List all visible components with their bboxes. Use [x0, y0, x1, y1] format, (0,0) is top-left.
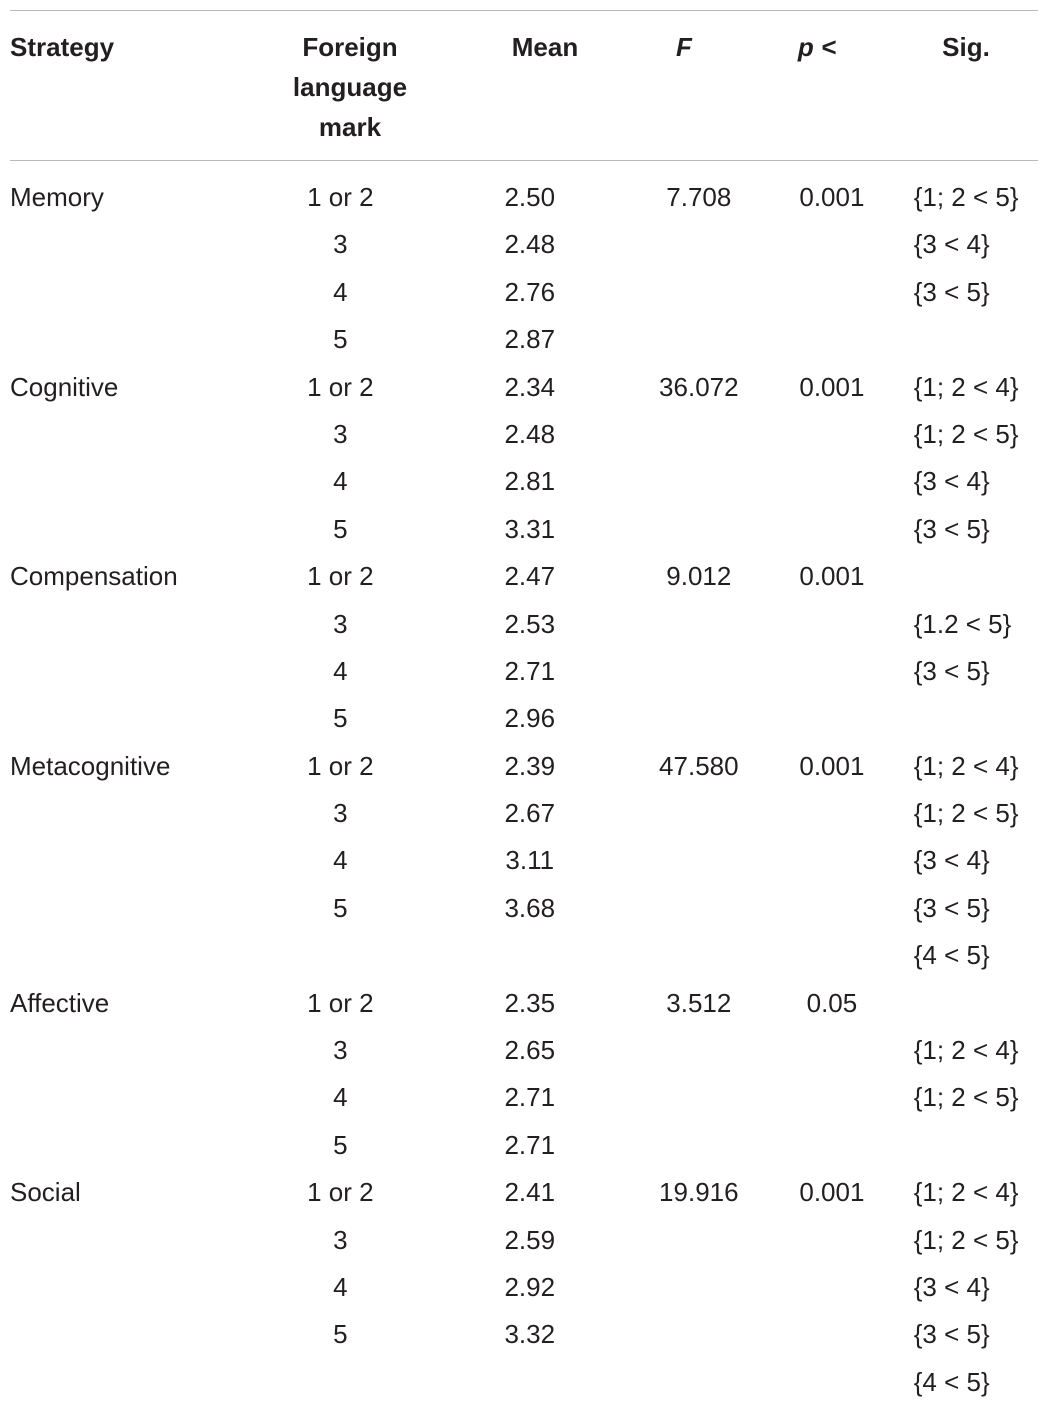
cell-p	[756, 1264, 908, 1311]
table-row	[10, 174, 1040, 221]
cell-sig	[908, 1122, 1040, 1169]
table-row	[10, 837, 1040, 884]
cell-strategy	[10, 1122, 263, 1169]
cell-strategy	[10, 1359, 263, 1406]
cell-mean: 3.68	[504, 892, 556, 923]
table-row	[10, 269, 1040, 316]
cell-f	[642, 885, 757, 932]
cell-mean	[418, 1359, 641, 1406]
cell-sig: {3 < 5}	[913, 276, 990, 307]
cell-strategy	[10, 601, 263, 648]
cell-foreign-language-mark: 4	[333, 655, 348, 686]
results-table	[10, 10, 1040, 1406]
cell-p	[756, 1027, 908, 1074]
cell-mean: 2.71	[504, 1082, 556, 1113]
cell-foreign-language-mark	[263, 1359, 418, 1406]
table-row	[10, 790, 1040, 837]
cell-p: 0.05	[806, 987, 858, 1018]
cell-foreign-language-mark: 1 or 2	[307, 987, 374, 1018]
cell-sig: {1.2 < 5}	[913, 608, 1012, 639]
cell-mean: 2.41	[504, 1177, 556, 1208]
cell-p	[756, 1217, 908, 1264]
cell-f	[642, 1217, 757, 1264]
cell-mean: 2.39	[504, 750, 556, 781]
cell-f	[642, 458, 757, 505]
cell-mean: 2.48	[504, 229, 556, 260]
cell-foreign-language-mark: 4	[333, 1082, 348, 1113]
cell-f: 9.012	[666, 561, 732, 592]
cell-foreign-language-mark: 5	[333, 1319, 348, 1350]
cell-mean: 2.76	[504, 276, 556, 307]
cell-f	[642, 837, 757, 884]
cell-f	[642, 1074, 757, 1121]
header-mean: Mean	[511, 32, 579, 62]
cell-f	[642, 269, 757, 316]
cell-foreign-language-mark: 3	[333, 798, 348, 829]
cell-f: 19.916	[659, 1177, 739, 1208]
cell-strategy: Social	[10, 1177, 81, 1208]
header-mark-line2: language	[292, 72, 408, 102]
header-strategy: Strategy	[10, 32, 115, 62]
cell-strategy: Metacognitive	[10, 750, 171, 781]
cell-sig: {1; 2 < 5}	[913, 798, 1019, 829]
cell-strategy	[10, 411, 263, 458]
cell-f	[642, 695, 757, 742]
table-row	[10, 648, 1040, 695]
cell-p	[756, 885, 908, 932]
table-row	[10, 316, 1040, 363]
cell-mean: 2.81	[504, 466, 556, 497]
cell-mean: 2.47	[504, 561, 556, 592]
cell-strategy: Affective	[10, 987, 110, 1018]
cell-strategy: Compensation	[10, 561, 178, 592]
cell-f	[642, 1264, 757, 1311]
cell-foreign-language-mark: 3	[333, 418, 348, 449]
cell-foreign-language-mark: 4	[333, 845, 348, 876]
cell-f	[642, 601, 757, 648]
cell-p	[756, 1311, 908, 1358]
table-header	[10, 11, 1040, 160]
cell-p	[756, 1122, 908, 1169]
cell-sig: {1; 2 < 4}	[913, 1177, 1019, 1208]
table-row	[10, 932, 1040, 979]
cell-p: 0.001	[799, 1177, 865, 1208]
cell-mean: 3.31	[504, 513, 556, 544]
cell-foreign-language-mark: 1 or 2	[307, 1177, 374, 1208]
cell-p	[756, 1074, 908, 1121]
table-row	[10, 1359, 1040, 1406]
cell-sig: {1; 2 < 4}	[913, 371, 1019, 402]
cell-mean: 2.65	[504, 1035, 556, 1066]
cell-strategy	[10, 1027, 263, 1074]
cell-sig: {3 < 5}	[913, 892, 990, 923]
cell-p: 0.001	[799, 182, 865, 212]
header-mark-line3: mark	[318, 112, 382, 142]
table-row	[10, 1311, 1040, 1358]
cell-p	[756, 648, 908, 695]
cell-p: 0.001	[799, 371, 865, 402]
cell-foreign-language-mark: 4	[333, 1271, 348, 1302]
cell-sig: {4 < 5}	[913, 1366, 990, 1397]
cell-p	[756, 837, 908, 884]
table-row	[10, 1217, 1040, 1264]
cell-strategy	[10, 458, 263, 505]
cell-sig	[908, 695, 1040, 742]
cell-f	[642, 316, 757, 363]
cell-f	[642, 790, 757, 837]
cell-strategy	[10, 1217, 263, 1264]
cell-sig: {3 < 4}	[913, 1271, 990, 1302]
cell-foreign-language-mark: 1 or 2	[307, 561, 374, 592]
cell-p	[756, 411, 908, 458]
cell-sig: {1; 2 < 5}	[913, 1082, 1019, 1113]
cell-foreign-language-mark: 1 or 2	[307, 750, 374, 781]
cell-sig: {1; 2 < 5}	[913, 1224, 1019, 1255]
header-p: p <	[797, 32, 837, 62]
table-row	[10, 221, 1040, 268]
cell-mean: 2.71	[504, 655, 556, 686]
cell-strategy	[10, 932, 263, 979]
cell-sig: {3 < 5}	[913, 1319, 990, 1350]
cell-mean: 2.34	[504, 371, 556, 402]
cell-sig: {1; 2 < 4}	[913, 750, 1019, 781]
cell-strategy	[10, 1311, 263, 1358]
header-foreign-language-mark	[270, 11, 430, 160]
cell-sig	[908, 980, 1040, 1027]
cell-mean: 2.48	[504, 418, 556, 449]
header-f: F	[676, 32, 692, 62]
cell-sig: {3 < 5}	[913, 513, 990, 544]
cell-foreign-language-mark: 5	[333, 513, 348, 544]
cell-foreign-language-mark: 5	[333, 324, 348, 355]
cell-foreign-language-mark: 5	[333, 1129, 348, 1160]
cell-mean: 2.96	[504, 703, 556, 734]
cell-sig: {4 < 5}	[913, 940, 990, 971]
cell-foreign-language-mark	[263, 932, 418, 979]
cell-mean: 2.50	[504, 182, 556, 212]
cell-sig: {3 < 4}	[913, 845, 990, 876]
cell-strategy: Memory	[10, 182, 104, 212]
cell-p	[756, 601, 908, 648]
cell-sig: {1; 2 < 5}	[913, 182, 1019, 212]
table-row	[10, 885, 1040, 932]
cell-strategy	[10, 648, 263, 695]
cell-f	[642, 1027, 757, 1074]
cell-foreign-language-mark: 1 or 2	[307, 371, 374, 402]
table-row	[10, 1122, 1040, 1169]
cell-strategy	[10, 695, 263, 742]
table-row	[10, 695, 1040, 742]
cell-strategy	[10, 790, 263, 837]
cell-f	[642, 648, 757, 695]
cell-foreign-language-mark: 3	[333, 229, 348, 260]
table-row	[10, 1074, 1040, 1121]
cell-f	[642, 1122, 757, 1169]
cell-sig	[908, 553, 1040, 600]
table-row	[10, 980, 1040, 1027]
cell-f	[642, 932, 757, 979]
cell-foreign-language-mark: 5	[333, 703, 348, 734]
cell-strategy	[10, 1264, 263, 1311]
cell-p: 0.001	[799, 561, 865, 592]
cell-foreign-language-mark: 3	[333, 608, 348, 639]
cell-p	[756, 506, 908, 553]
cell-foreign-language-mark: 3	[333, 1224, 348, 1255]
cell-foreign-language-mark: 4	[333, 466, 348, 497]
cell-mean: 3.11	[505, 845, 555, 876]
cell-sig	[908, 316, 1040, 363]
cell-p	[756, 695, 908, 742]
cell-p	[756, 932, 908, 979]
cell-strategy	[10, 269, 263, 316]
cell-sig: {3 < 4}	[913, 466, 990, 497]
cell-strategy	[10, 506, 263, 553]
cell-sig: {1; 2 < 4}	[913, 1035, 1019, 1066]
table-row	[10, 553, 1040, 600]
table-row	[10, 743, 1040, 790]
cell-p	[756, 1359, 908, 1406]
cell-f: 3.512	[666, 987, 732, 1018]
cell-mean: 2.92	[504, 1271, 556, 1302]
cell-p	[756, 458, 908, 505]
cell-f: 47.580	[659, 750, 739, 781]
cell-strategy	[10, 837, 263, 884]
table-row	[10, 1169, 1040, 1216]
cell-foreign-language-mark: 3	[333, 1035, 348, 1066]
cell-mean: 3.32	[504, 1319, 556, 1350]
cell-sig: {1; 2 < 5}	[913, 418, 1019, 449]
cell-p	[756, 790, 908, 837]
header-sig: Sig.	[942, 32, 990, 62]
cell-mean: 2.35	[504, 987, 556, 1018]
table-row	[10, 1027, 1040, 1074]
header-mark-line1: Foreign	[302, 32, 398, 62]
cell-mean: 2.67	[504, 798, 556, 829]
cell-mean: 2.71	[504, 1129, 556, 1160]
table-row	[10, 411, 1040, 458]
cell-mean: 2.87	[504, 324, 556, 355]
cell-f	[642, 411, 757, 458]
table-row	[10, 458, 1040, 505]
cell-p: 0.001	[799, 750, 865, 781]
cell-mean	[418, 932, 641, 979]
cell-p	[756, 316, 908, 363]
cell-mean: 2.53	[504, 608, 556, 639]
cell-strategy	[10, 221, 263, 268]
cell-foreign-language-mark: 4	[333, 276, 348, 307]
table-row	[10, 364, 1040, 411]
cell-f: 7.708	[666, 182, 732, 212]
cell-sig: {3 < 5}	[913, 655, 990, 686]
cell-sig: {3 < 4}	[913, 229, 990, 260]
cell-foreign-language-mark: 1 or 2	[307, 182, 374, 212]
cell-f: 36.072	[659, 371, 739, 402]
table-body	[10, 161, 1040, 1406]
table-row	[10, 506, 1040, 553]
cell-foreign-language-mark: 5	[333, 892, 348, 923]
table-row	[10, 601, 1040, 648]
cell-strategy	[10, 885, 263, 932]
cell-strategy: Cognitive	[10, 371, 119, 402]
cell-f	[642, 1359, 757, 1406]
cell-f	[642, 221, 757, 268]
cell-f	[642, 1311, 757, 1358]
cell-p	[756, 269, 908, 316]
cell-f	[642, 506, 757, 553]
cell-strategy	[10, 1074, 263, 1121]
cell-mean: 2.59	[504, 1224, 556, 1255]
table-row	[10, 1264, 1040, 1311]
cell-p	[756, 221, 908, 268]
cell-strategy	[10, 316, 263, 363]
